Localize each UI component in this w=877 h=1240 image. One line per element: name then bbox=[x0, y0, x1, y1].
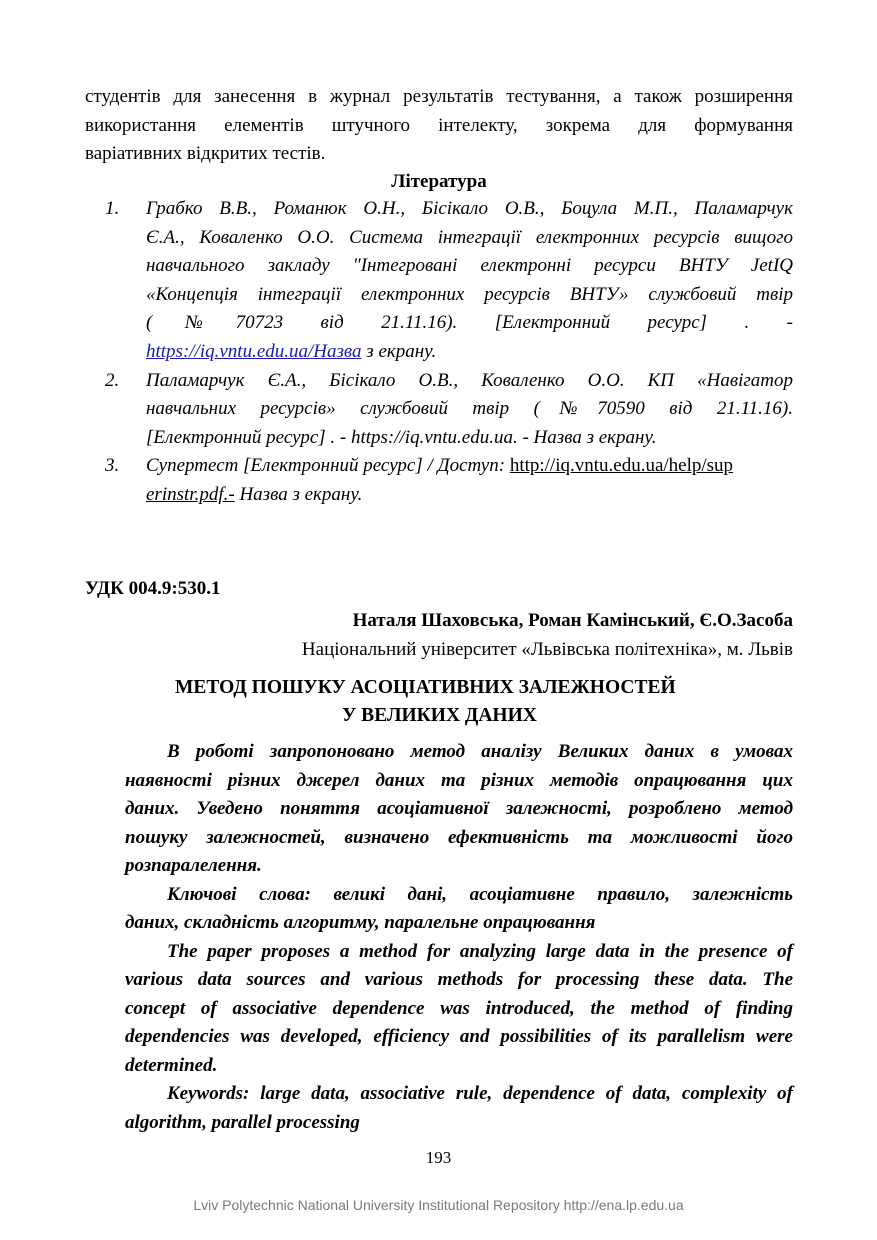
reference-number: 2. bbox=[105, 369, 120, 391]
abstract-en-line: The paper proposes a method for analyzing large data in the presence of bbox=[167, 940, 793, 962]
reference-line: навчального закладу "Інтегровані електронні ресурси ВНТУ JetIQ bbox=[146, 255, 793, 277]
reference-item bbox=[85, 195, 793, 367]
reference-item bbox=[85, 452, 793, 509]
references-heading: Література bbox=[391, 171, 487, 192]
intro-paragraph bbox=[85, 83, 793, 169]
intro-line: студентів для занесення в журнал результатів тестування, а також розширення bbox=[85, 86, 793, 107]
abstract-uk-line: В роботі запропоновано метод аналізу Великих даних в умовах bbox=[167, 741, 793, 762]
reference-line bbox=[146, 452, 793, 481]
reference-line bbox=[146, 481, 793, 510]
reference-url[interactable]: http://iq.vntu.edu.ua/help/sup bbox=[509, 455, 734, 477]
reference-line bbox=[146, 338, 793, 367]
abstract-block bbox=[125, 738, 793, 1137]
article-affiliation: Національний університет «Львівська політехніка», м. Львів bbox=[301, 639, 793, 660]
reference-number: 3. bbox=[105, 455, 120, 477]
repository-footer: Lviv Polytechnic National University Institutional Repository http://ena.lp.edu.ua bbox=[193, 1197, 684, 1213]
reference-line: Паламарчук Є.А., Бісікало О.В., Коваленко О.О. КП «Навігатор bbox=[146, 369, 793, 391]
abstract-uk-line: розпаралелення. bbox=[125, 855, 262, 876]
article-title bbox=[85, 674, 793, 730]
abstract-en-line: dependencies was developed, efficiency and possibilities of its parallelism were bbox=[125, 1026, 793, 1047]
udk-code: УДК 004.9:530.1 bbox=[85, 578, 221, 599]
abstract-uk-line: пошуку залежностей, визначено ефективність та можливості його bbox=[125, 826, 793, 848]
intro-line: варіативних відкритих тестів. bbox=[85, 143, 326, 164]
reference-line: [Електронний ресурс] . - https://iq.vntu.edu.ua. - Назва з екрану. bbox=[146, 426, 657, 448]
reference-line: Грабко В.В., Романюк О.Н., Бісікало О.В., Боцула М.П., Паламарчук bbox=[146, 198, 793, 219]
reference-line: Є.А., Коваленко О.О. Система інтеграції електронних ресурсів вищого bbox=[146, 226, 793, 248]
reference-number: 1. bbox=[105, 198, 120, 219]
abstract-uk-line: наявності різних джерел даних та різних методів опрацювання цих bbox=[125, 769, 793, 791]
abstract-en-line: determined. bbox=[125, 1054, 218, 1076]
keywords-uk-line: Ключові слова: великі дані, асоціативне правило, залежність bbox=[167, 883, 793, 905]
article-title-line: МЕТОД ПОШУКУ АСОЦІАТИВНИХ ЗАЛЕЖНОСТЕЙ bbox=[175, 677, 676, 698]
reference-url-tail: Назва з екрану. bbox=[234, 483, 363, 505]
abstract-uk-line: даних. Уведено поняття асоціативної залежності, розроблено метод bbox=[125, 798, 793, 819]
reference-link[interactable]: https://iq.vntu.edu.ua/Назва bbox=[146, 340, 362, 362]
page-number: 193 bbox=[425, 1148, 452, 1167]
keywords-en-line: algorithm, parallel processing bbox=[125, 1111, 360, 1133]
reference-line: «Концепція інтеграції електронних ресурсів ВНТУ» службовий твір bbox=[146, 283, 793, 305]
reference-url[interactable]: erinstr.pdf.- bbox=[146, 483, 235, 505]
reference-item bbox=[85, 367, 793, 453]
reference-line: навчальних ресурсів» службовий твір (№70590 від 21.11.16). bbox=[146, 398, 793, 420]
intro-line: використання елементів штучного інтелекту, зокрема для формування bbox=[85, 114, 793, 136]
abstract-en-line: various data sources and various methods for processing these data. The bbox=[125, 969, 793, 990]
article-authors: Наталя Шаховська, Роман Камінський, Є.О.Засоба bbox=[352, 610, 793, 631]
reference-text: Супертест [Електронний ресурс] / Доступ: bbox=[146, 455, 510, 477]
keywords-en-line: Keywords: large data, associative rule, dependence of data, complexity of bbox=[167, 1083, 793, 1104]
article-title-line: У ВЕЛИКИХ ДАНИХ bbox=[342, 705, 537, 726]
reference-line: (№70723 від 21.11.16). [Електронний ресурс] . - bbox=[146, 312, 793, 334]
abstract-en-line: concept of associative dependence was introduced, the method of finding bbox=[125, 997, 793, 1019]
references-list bbox=[85, 195, 793, 510]
keywords-uk-line: даних, складність алгоритму, паралельне опрацювання bbox=[125, 912, 596, 933]
reference-link-tail: з екрану. bbox=[361, 340, 437, 362]
